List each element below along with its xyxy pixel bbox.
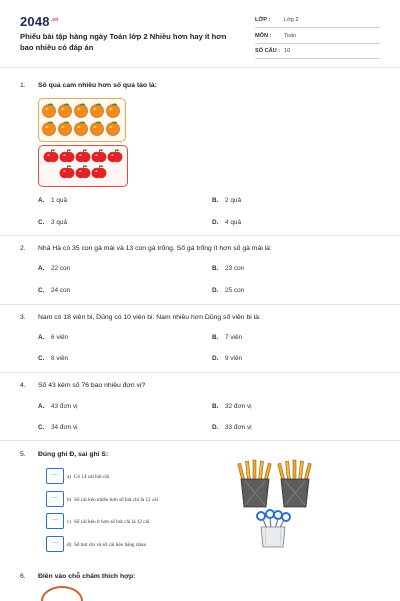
option-2c[interactable]: C. 24 con — [38, 287, 71, 294]
option-2a[interactable]: A. 22 con — [38, 265, 71, 272]
divider — [0, 304, 400, 305]
option-1a[interactable]: A. 1 quả — [38, 197, 67, 204]
question-2 — [20, 245, 272, 252]
pencil-cup-icon — [278, 460, 312, 507]
meta-class-label: LỚP : — [255, 17, 271, 23]
question-text: Nhà Hà có 35 con gà mái và 13 con gà trống. Số gà trống ít hơn số gà mái là: — [38, 245, 272, 252]
option-4a[interactable]: A. 43 đơn vị — [38, 403, 78, 410]
option-1b[interactable]: B. 2 quả — [212, 197, 241, 204]
question-1 — [20, 82, 157, 89]
orange-icon — [42, 122, 55, 136]
logo-suffix: .vn — [50, 16, 59, 23]
option-3b[interactable]: B. 7 viên — [212, 334, 243, 341]
page-title: Phiếu bài tập hàng ngày Toán lớp 2 Nhiều hơn hay ít hơn bao nhiêu có đáp án — [20, 32, 227, 52]
orange-icon — [58, 104, 71, 118]
apple-icon — [44, 149, 59, 162]
apples-illustration — [39, 146, 127, 186]
apple-icon — [76, 165, 91, 178]
orange-icon — [74, 122, 87, 136]
scissors-cup-icon — [253, 509, 293, 549]
option-3c[interactable]: C. 8 viên — [38, 355, 69, 362]
question-5 — [20, 451, 108, 458]
divider — [0, 372, 400, 373]
question-text: Số quả cam nhiều hơn số quả táo là: — [38, 82, 157, 89]
option-4b[interactable]: B. 32 đơn vị — [212, 403, 252, 410]
logo-text: 2048 — [20, 14, 50, 29]
meta-count — [255, 45, 380, 59]
answer-blank-c[interactable]: .... — [46, 513, 64, 529]
answer-blank-d[interactable]: .... — [46, 536, 64, 552]
divider — [0, 440, 400, 441]
apple-icon — [60, 165, 75, 178]
meta-count-label: SỐ CÂU : — [255, 48, 281, 54]
oranges-illustration — [39, 99, 125, 141]
question-number: 6. — [20, 573, 26, 580]
meta-subject-value: Toán — [284, 33, 297, 39]
apple-icon — [60, 149, 75, 162]
question-number: 2. — [20, 245, 26, 252]
apples-box — [38, 145, 128, 187]
orange-icon — [74, 104, 87, 118]
orange-icon — [90, 122, 103, 136]
apple-icon — [76, 149, 91, 162]
orange-icon — [42, 104, 55, 118]
divider — [0, 235, 400, 236]
apple-icon — [92, 149, 107, 162]
orange-icon — [90, 104, 103, 118]
question-4 — [20, 382, 145, 389]
option-3d[interactable]: D. 9 viên — [212, 355, 243, 362]
question-number: 1. — [20, 82, 26, 89]
apple-icon — [92, 165, 107, 178]
orange-icon — [58, 122, 71, 136]
meta-class — [255, 14, 380, 28]
worksheet-page: $2048^{.vn}$ Phiếu bài tập hàng ngày Toán lớp 2 Nhiều hơn hay ít hơn bao nhiêu có đáp án LỚP : Lớp 2 MÔN : Toán SỐ CÂU : 10 1. Số quả cam nhiều hơn số quả táo là: A. 1 quả B. 2 quả C. 3 quả D. 4 quả 2. Nhà Hà có 35 con gà mái và 13 con gà trống. Số gà trống ít hơn số gà mái là: A. 22 con B. 23 con C. 24 con D. 25 con 3. Nam có 18 viên bi, Dũng có 10 viên bi. Nam nhiều hơn Dũng số viên bi là: A. 6 viên B. 7 viên C. 8 viên D. 9 viên 4. Số 43 kém số 76 bao nhiêu đơn vị? A. 43 đơn vị B. 32 đơn vị C. 34 đơn vị D. 33 đơn vị 5. Đúng ghi Đ, sai ghi S: .... a) Có 14 cái bút chì .... b) Số cái kéo nhiều hơn số bút chì là 12 cái .... c) Số cái kéo ít hơn số bút chì là 12 cái .... d) Số bút chì và số cái kéo bằng nhau 6. Điền vào chỗ chấm thích hợp: — [0, 0, 400, 600]
option-3a[interactable]: A. 6 viên — [38, 334, 69, 341]
question-text: Nam có 18 viên bi, Dũng có 10 viên bi. Nam nhiều hơn Dũng số viên bi là: — [38, 314, 261, 321]
logo[interactable] — [20, 14, 59, 29]
option-1d[interactable]: D. 4 quả — [212, 219, 241, 226]
question-number: 4. — [20, 382, 26, 389]
question-number: 3. — [20, 314, 26, 321]
apple-icon — [108, 149, 123, 162]
meta-class-value: Lớp 2 — [284, 17, 299, 23]
meta-subject-label: MÔN : — [255, 33, 272, 39]
option-4d[interactable]: D. 33 đơn vị — [212, 424, 252, 431]
question-6 — [20, 573, 135, 580]
answer-blank-b[interactable]: .... — [46, 491, 64, 507]
option-2b[interactable]: B. 23 con — [212, 265, 245, 272]
option-2d[interactable]: D. 25 con — [212, 287, 245, 294]
header — [0, 0, 400, 62]
question-text: Đúng ghi Đ, sai ghi S: — [38, 451, 109, 458]
option-4c[interactable]: C. 34 đơn vị — [38, 424, 78, 431]
pencil-cup-icon — [238, 460, 272, 507]
question-3 — [20, 314, 261, 321]
divider — [0, 67, 400, 68]
question-text: Số 43 kém số 76 bao nhiêu đơn vị? — [38, 382, 146, 389]
question-number: 5. — [20, 451, 26, 458]
orange-icon — [106, 104, 119, 118]
meta-count-value: 10 — [284, 48, 291, 54]
oranges-box — [38, 98, 126, 142]
question-text: Điền vào chỗ chấm thích hợp: — [38, 573, 136, 580]
orange-icon — [106, 122, 119, 136]
pencil-cups-illustration — [237, 459, 317, 509]
answer-blank-a[interactable]: .... — [46, 468, 64, 484]
option-1c[interactable]: C. 3 quả — [38, 219, 67, 226]
meta-subject — [255, 30, 380, 44]
